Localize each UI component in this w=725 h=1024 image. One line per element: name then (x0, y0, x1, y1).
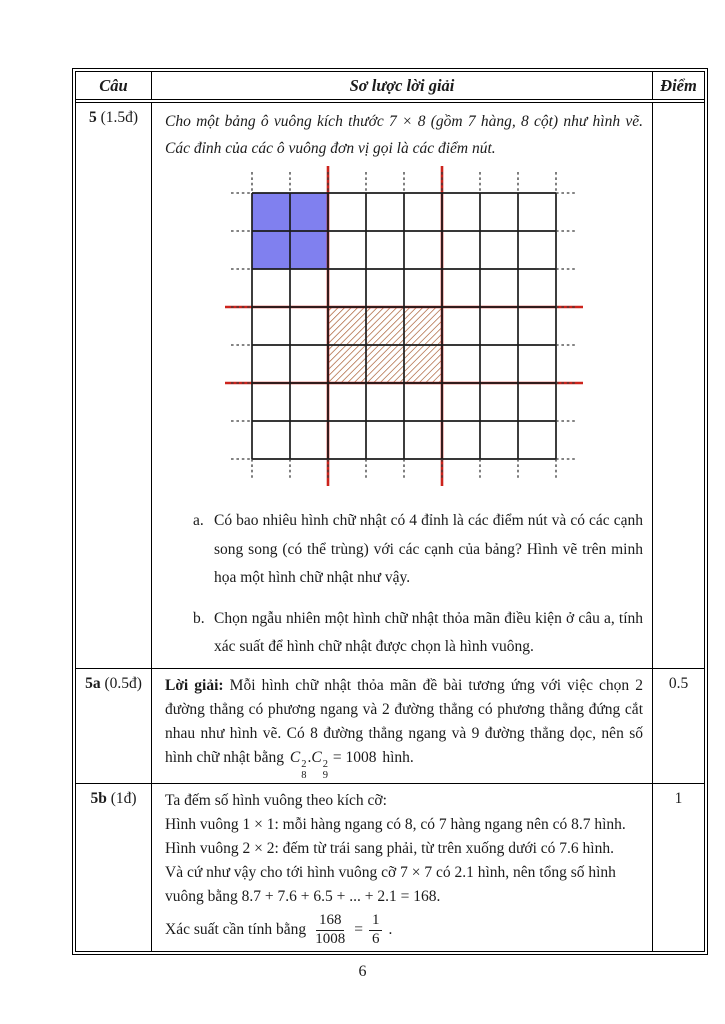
header-cell-diem: Điểm (660, 76, 697, 95)
formula-c2-sub: 9 (322, 770, 328, 782)
solution-5a-tail: hình. (382, 749, 414, 767)
formula-result: = 1008 (332, 749, 377, 767)
equals-sign: = (354, 921, 363, 939)
solution-5b-line-2: Hình vuông 1 × 1: mỗi hàng ngang có 8, có 7 hàng ngang nên có 8.7 hình. (165, 816, 626, 834)
fraction-1-6 (369, 912, 383, 948)
item-a-text: Có bao nhiêu hình chữ nhật có 4 đỉnh là các điểm nút và có các cạnh song song (có thể trùng) với các cạnh của bảng? Hình vẽ trên minh họa một hình chữ nhật như vậy. (214, 512, 643, 586)
item-b-marker: b. (193, 609, 205, 627)
question-5-weight: (1.5đ) (96, 109, 139, 126)
question-5a-number: 5a (85, 675, 101, 692)
fraction-168-1008 (312, 912, 348, 948)
question-5-content-cell (152, 103, 653, 668)
question-item-b (193, 605, 643, 661)
item-b-text: Chọn ngẫu nhiên một hình chữ nhật thỏa mãn điều kiện ở câu a, tính xác suất để hình chữ nhật được chọn là hình vuông. (214, 609, 643, 656)
question-5b-score-cell: 1 (674, 790, 683, 808)
fraction-1-numerator: 168 (316, 912, 345, 931)
solution-table-inner (75, 71, 705, 952)
formula-c1-sup: 2 (301, 759, 307, 771)
question-5b-number: 5b (90, 790, 107, 808)
table-row-question-5b (76, 783, 704, 950)
question-5b-weight: (1đ) (106, 790, 137, 808)
solution-5b-line-3: Hình vuông 2 × 2: đếm từ trái sang phải, từ trên xuống dưới có 7.6 hình. (165, 840, 614, 858)
item-a-marker: a. (193, 512, 204, 530)
combination-formula (289, 749, 377, 782)
fraction-1-denominator: 1008 (315, 931, 346, 948)
question-5a-score-cell: 0.5 (668, 675, 689, 692)
probability-prefix: Xác suất cần tính bằng (165, 921, 307, 939)
header-cell-solution: Sơ lược lời giải (152, 72, 653, 99)
table-row-question-5a (76, 668, 704, 783)
formula-c1-indices (301, 759, 306, 781)
problem-statement: Cho một bảng ô vuông kích thước 7 × 8 (gồm 7 hàng, 8 cột) như hình vẽ. Các đỉnh của các ô vuông đơn vị gọi là các điểm nút. (165, 113, 643, 157)
formula-dot: . (307, 749, 312, 767)
formula-c2-indices (323, 759, 328, 781)
solution-table (72, 68, 708, 955)
formula-c1: C (289, 749, 301, 767)
formula-c2-sup: 2 (322, 759, 328, 771)
question-5a-weight: (0.5đ) (100, 675, 142, 692)
solution-5b-line-1: Ta đếm số hình vuông theo kích cỡ: (165, 792, 387, 810)
solution-5b-line-4: Và cứ như vậy cho tới hình vuông cỡ 7 × 7 có 2.1 hình, nên tổng số hình vuông bằng 8.7 + 7.6 + 6.5 + ... + 2.1 = 168. (165, 864, 616, 906)
question-5-number: 5 (88, 109, 97, 126)
question-5b-id-cell (76, 784, 152, 950)
formula-c1-sub: 8 (301, 770, 307, 782)
page-number: 6 (358, 963, 367, 980)
solution-5a-text: Mỗi hình chữ nhật thỏa mãn đề bài tương ứng với việc chọn 2 đường thẳng có phương ngang và 2 đường thẳng có phương thẳng đứng cắt nhau như hình vẽ. Có 8 đường thẳng ngang và 9 đường thẳng dọc, nên số hình chữ nhật bằng (165, 677, 643, 767)
probability-equation-line (165, 912, 643, 948)
grid-figure (165, 163, 643, 494)
header-cell-cau: Câu (76, 72, 152, 99)
table-row-question-5 (76, 103, 704, 668)
formula-c2: C (311, 749, 322, 767)
question-5a-id-cell (76, 669, 152, 783)
question-item-a (193, 507, 643, 592)
grid-figure-svg (222, 163, 586, 489)
question-5-score-cell (653, 103, 704, 668)
fraction-2-denominator: 6 (371, 931, 380, 948)
question-5b-content-cell (152, 784, 653, 950)
question-5-id-cell (76, 103, 152, 668)
solution-label: Lời giải: (165, 677, 224, 694)
table-header-row (76, 72, 704, 99)
equation-period: . (388, 921, 393, 939)
question-5a-content-cell (152, 669, 653, 783)
solution-5a-paragraph (165, 674, 643, 781)
fraction-2-numerator: 1 (369, 912, 383, 931)
